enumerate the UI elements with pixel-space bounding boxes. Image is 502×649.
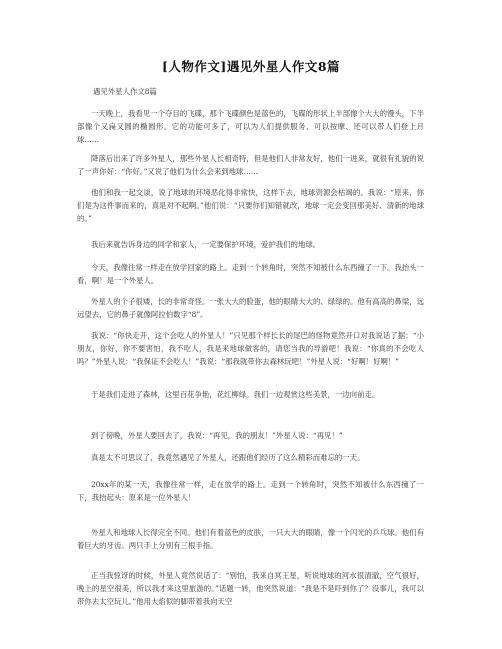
paragraph: 降落后出来了许多外星人，那些外星人长相奇特，但是他们人非常友好，他们一进来，就很有礼貌的说了一声你好：“你好。”又说了他们为什么会来到地球…… (77, 154, 424, 177)
paragraph: 真是太不可思议了，我竟然遇见了外星人，还跟他们经历了这么精彩而难忘的一天。 (91, 453, 365, 462)
paragraph: 我后来就告诉身边的同学和家人，一定要保护环境，爱护我们的地球。 (91, 240, 321, 249)
paragraph: 外星人的个子很矮，长的非常奇怪。一张大大的脸蛋，他的眼睛大大的、绿绿的。他有高高的鼻梁，远远望去，它的鼻子就像阿拉伯数字“8”。 (77, 297, 424, 320)
document-subtitle: 遇见外星人作文8篇 (93, 87, 157, 96)
paragraph: 他们和我一起交谈，说了地球的环境恶化得非常快，这样下去，地球资源会枯竭的。我说：“原来，你们是为这件事而来的，真是对不起啊。”他们说：“只要你们知错就改，地球一定会变回那美好、清新的地球的。” (77, 188, 424, 224)
document-title: [人物作文]遇见外星人作文8篇 (161, 59, 341, 74)
paragraph: 外星人和地球人长得完全不同。他们有着蓝色的皮肤，一只大大的眼睛，像一个闪光的乒乓球。他们有着巨大的牙齿。两只手上分别有三根手指。 (77, 528, 424, 551)
paragraph: 正当我惊讶的时候，外星人竟然说话了：“别怕，我来自冥王星，听说地球的河水很清澈，空气很好，晚上的星空很美，所以我才来这里旅游的。”话题一转，他突然说道：“我是不是吓到你了？没事儿，我可以带你去太空玩儿。”他用大焰似的脚带着我向天空 (77, 571, 424, 607)
paragraph: 20xx年的某一天，我像往常一样，走在放学的路上。走到一个转角时，突然不知被什么东西撞了一下，我抬起头：原来是一位外星人！ (77, 480, 424, 503)
paragraph: 到了傍晚，外星人要回去了，我说：“再见，我的朋友！”外星人说：“再见！” (91, 431, 343, 440)
paragraph: 今天，我像往常一样走在放学回家的路上。走到一个转角时，突然不知被什么东西撞了一下。我抬头一看，啊！是一个外星人。 (77, 263, 424, 286)
paragraph: 于是我们走进了森林，这里百花争艳，花红柳绿。我们一边观赏这些美景，一边向前走。 (91, 390, 380, 399)
paragraph: 一天晚上，我看见一个夺目的飞碟，那个飞碟颜色是蓝色的，飞碟的形状上半部像个大大的馒头，下半部像个又扁又圆的椭圆形。它的功能可多了，可以为人们提供服务、可以按摩、还可以带人们登上月球…… (77, 109, 424, 145)
paragraph: 我说：“你快走开，这个会吃人的外星人！”只见那个样长长的尾巴的怪物竟然开口对我说话了据：“小朋友，你好，你不要害怕，我不吃人，我是来地球做客的，请您当我的导游吧！我说：“你真的不会吃人吗？”外星人说：“我保证不会吃人！”我说：“那我就带你去森林玩吧！”外星人说：“好啊！好啊！” (77, 331, 424, 367)
